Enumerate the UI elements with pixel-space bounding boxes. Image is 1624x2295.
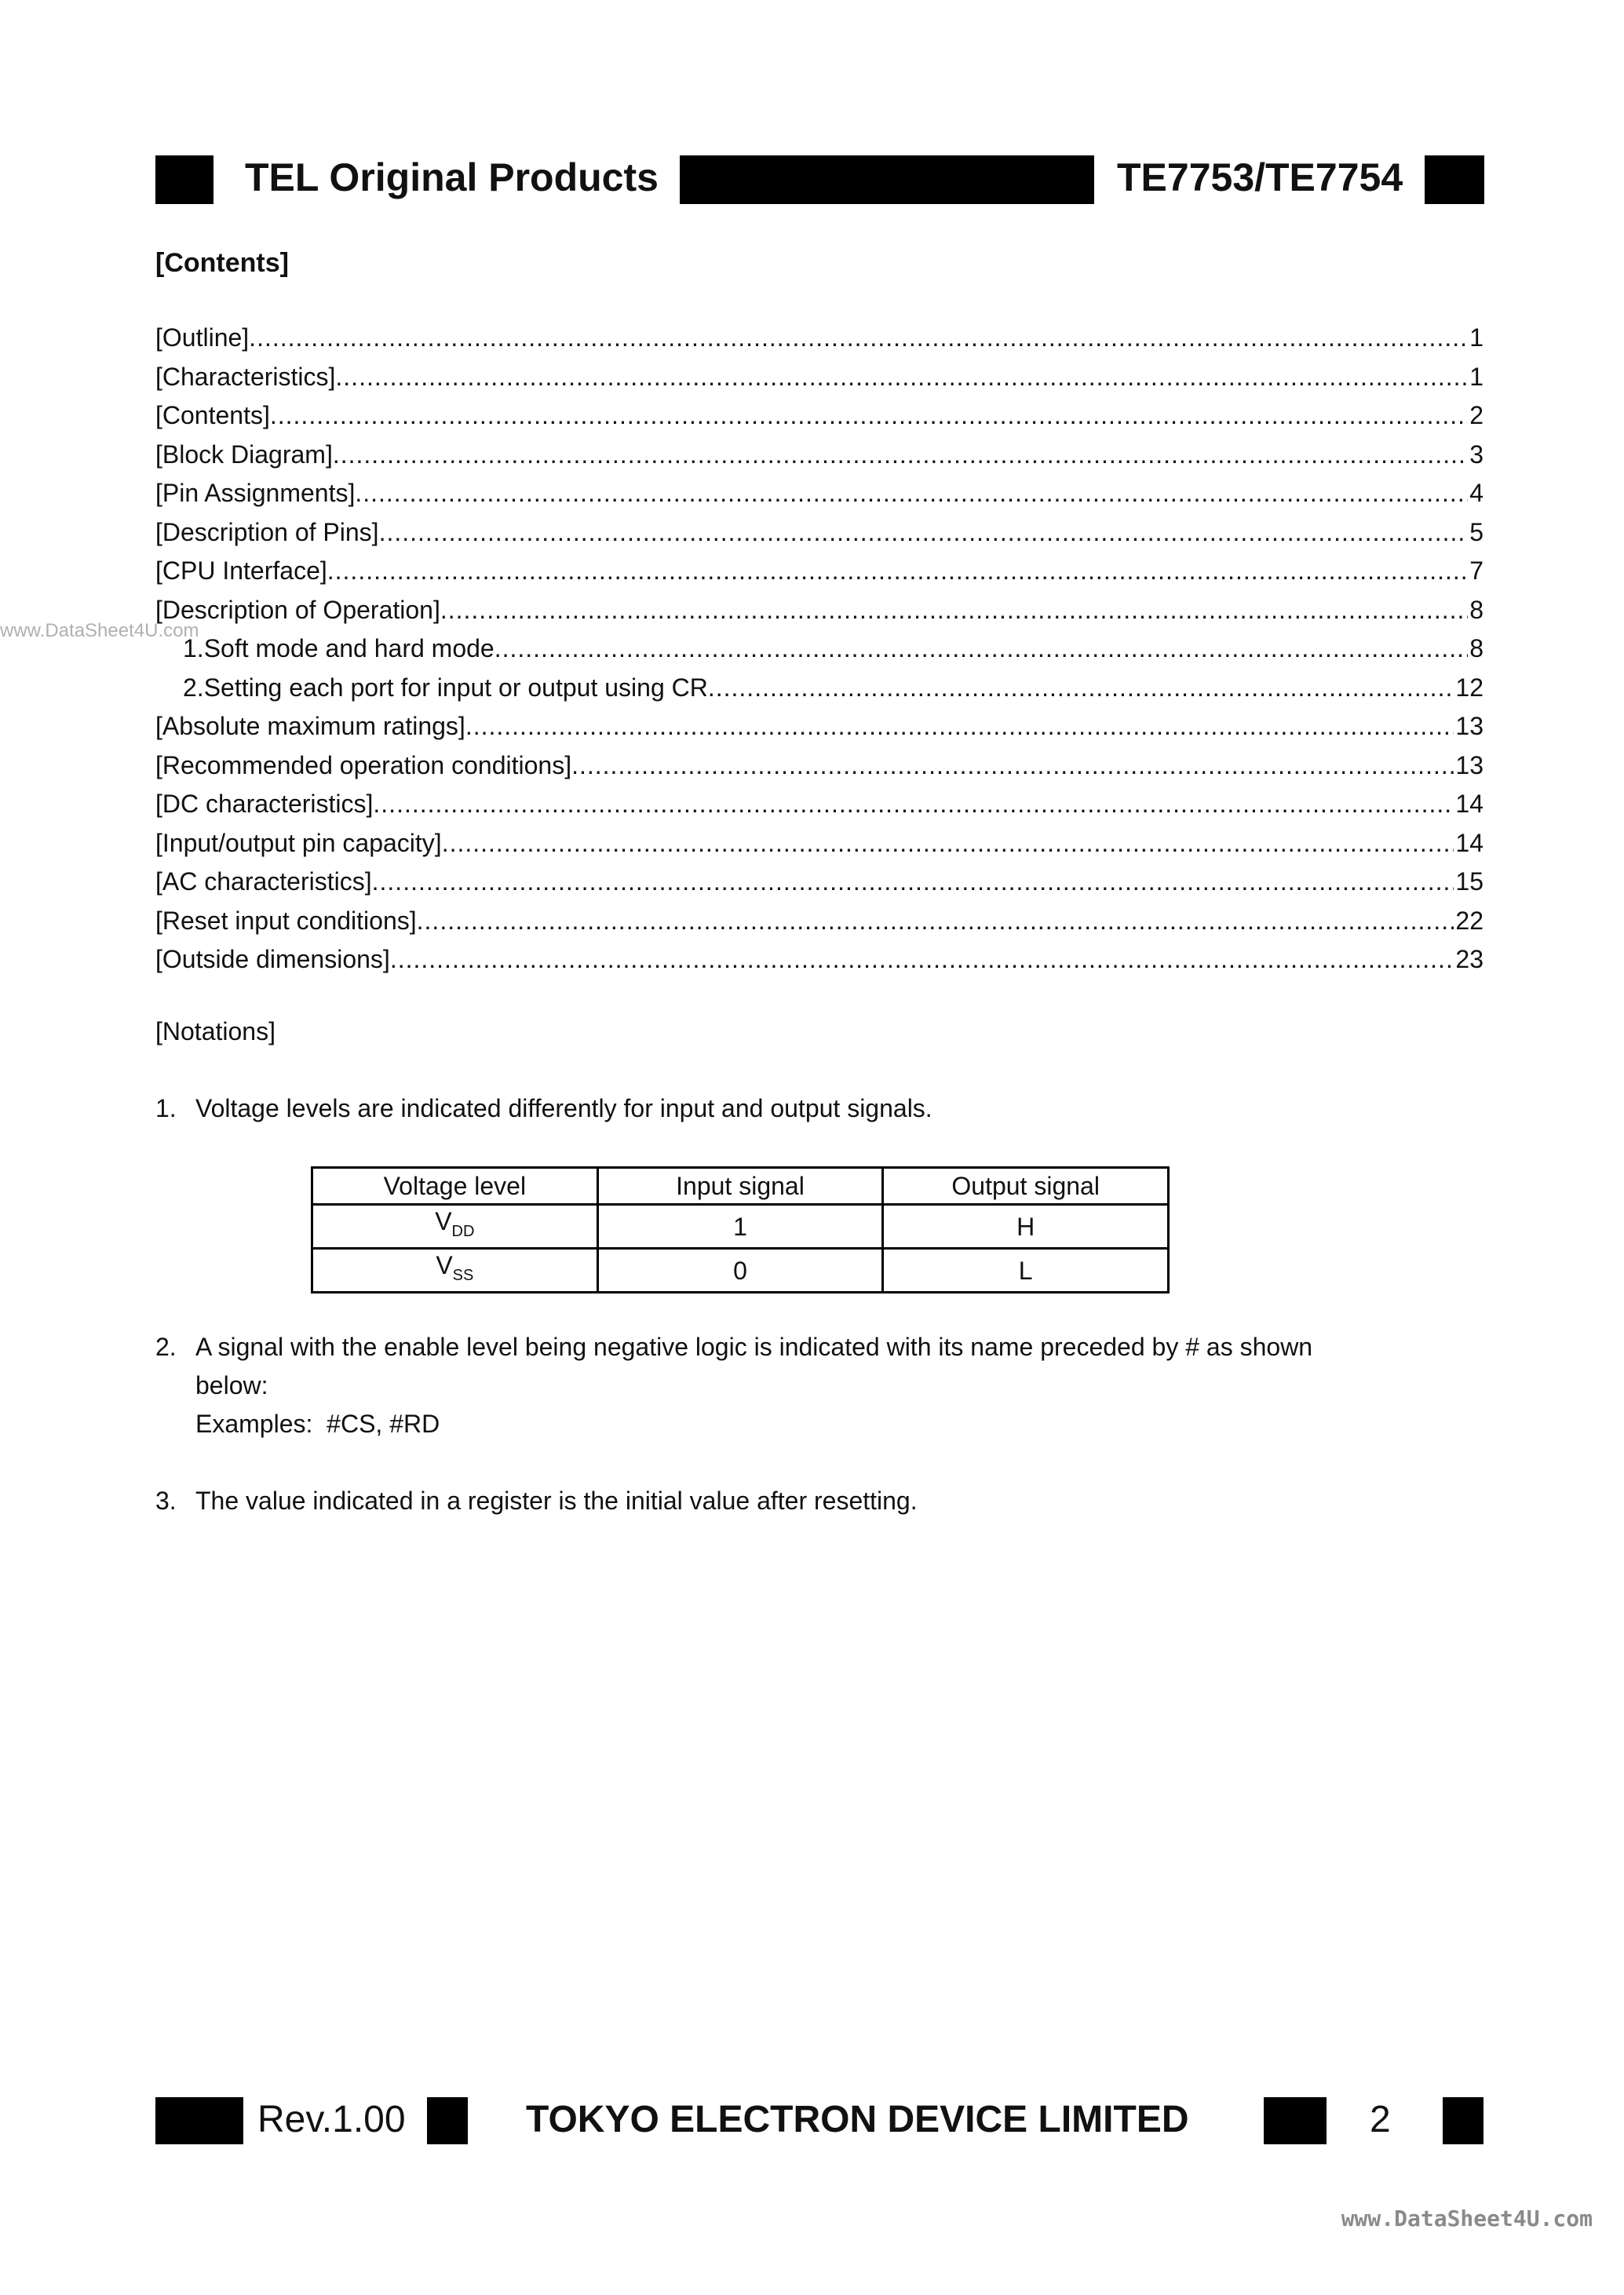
- toc-entry: [155, 672, 1483, 711]
- footer-revision: Rev.1.00: [257, 2099, 406, 2140]
- toc-entry-label: [Reset input conditions]: [155, 906, 417, 935]
- notation-3-number: 3.: [155, 1487, 177, 1515]
- toc-entry: [155, 477, 1483, 516]
- bottom-watermark: www.DataSheet4U.com: [1341, 2206, 1593, 2231]
- toc-entry: [155, 905, 1483, 944]
- toc-entry-page: 8: [1469, 595, 1483, 624]
- toc-entry-page: 2: [1469, 401, 1483, 429]
- toc-entry-page: 12: [1455, 673, 1483, 702]
- voltage-level-table: [311, 1166, 1170, 1293]
- toc-entry-label: [Outside dimensions]: [155, 945, 390, 973]
- input-signal-cell: 0: [597, 1249, 883, 1293]
- toc-entry-number: 1.: [183, 634, 204, 662]
- toc-entry: [155, 827, 1483, 867]
- toc-leader-dots: [249, 322, 1468, 353]
- toc-entry: [155, 866, 1483, 905]
- voltage-symbol: V: [435, 1207, 452, 1235]
- footer-company: TOKYO ELECTRON DEVICE LIMITED: [526, 2099, 1189, 2140]
- toc-leader-dots: [708, 672, 1454, 703]
- footer-block-3: [1264, 2097, 1327, 2144]
- notation-2-examples: Examples: #CS, #RD: [195, 1410, 440, 1438]
- toc-entry: [155, 322, 1483, 361]
- table-header-cell: Voltage level: [312, 1168, 598, 1205]
- toc-entry: [155, 361, 1483, 400]
- toc-entry: [155, 943, 1483, 983]
- toc-entry-page: 22: [1455, 906, 1483, 935]
- notation-2-number: 2.: [155, 1333, 177, 1361]
- header-block-middle: [680, 155, 1094, 204]
- toc-entry-label: Soft mode and hard mode: [203, 634, 494, 662]
- notation-2-line2: below:: [195, 1371, 268, 1399]
- toc-leader-dots: [270, 400, 1468, 431]
- toc-entry-page: 23: [1455, 945, 1483, 973]
- toc-leader-dots: [333, 439, 1468, 470]
- toc-entry-page: 3: [1469, 440, 1483, 469]
- input-signal-cell: 1: [597, 1205, 883, 1249]
- toc-entry: [155, 633, 1483, 672]
- toc-entry-page: 8: [1469, 634, 1483, 662]
- notation-2-line1: A signal with the enable level being negative logic is indicated with its name preceded by # as shown: [195, 1333, 1313, 1361]
- toc-entry-label: [Outline]: [155, 323, 250, 352]
- footer-block-1: [155, 2097, 243, 2144]
- toc-entry-page: 14: [1455, 828, 1483, 857]
- output-signal-cell: L: [883, 1249, 1169, 1293]
- toc-entry: [155, 750, 1483, 789]
- notation-1-text: Voltage levels are indicated differently for input and output signals.: [195, 1094, 932, 1122]
- toc-leader-dots: [335, 361, 1468, 392]
- toc-leader-dots: [440, 594, 1468, 626]
- table-header-cell: Output signal: [883, 1168, 1169, 1205]
- side-watermark: www.DataSheet4U.com: [0, 620, 199, 641]
- toc-leader-dots: [327, 555, 1468, 586]
- footer-page-number: 2: [1370, 2099, 1391, 2140]
- notations-heading: [Notations]: [155, 1017, 276, 1045]
- toc-entry-number: 2.: [183, 673, 204, 702]
- toc-entry: [155, 516, 1483, 556]
- toc-entry: [155, 555, 1483, 594]
- toc-leader-dots: [373, 788, 1454, 819]
- toc-leader-dots: [494, 633, 1469, 664]
- header-left-title: TEL Original Products: [245, 155, 659, 199]
- header-right-title: TE7753/TE7754: [1117, 155, 1403, 199]
- contents-heading: [Contents]: [155, 248, 289, 278]
- toc-entry-page: 15: [1455, 867, 1483, 896]
- toc-leader-dots: [465, 710, 1454, 742]
- voltage-subscript: DD: [451, 1223, 475, 1240]
- header-block-left: [155, 155, 213, 204]
- table-row: [312, 1249, 1169, 1293]
- toc-leader-dots: [571, 750, 1454, 781]
- toc-entry-label: [Description of Pins]: [155, 517, 379, 546]
- toc-entry-page: 13: [1455, 712, 1483, 740]
- toc-entry-label: [Description of Operation]: [155, 595, 440, 624]
- toc-entry-page: 1: [1469, 323, 1483, 352]
- toc-entry-page: 5: [1469, 517, 1483, 546]
- toc-entry-page: 13: [1455, 750, 1483, 779]
- toc-entry-page: 14: [1455, 790, 1483, 818]
- header-block-right: [1425, 155, 1484, 204]
- notation-3-text: The value indicated in a register is the initial value after resetting.: [195, 1487, 918, 1515]
- toc-entry-label: [DC characteristics]: [155, 790, 374, 818]
- toc-entry: [155, 710, 1483, 750]
- toc-entry-label: Setting each port for input or output using CR: [203, 673, 708, 702]
- toc-leader-dots: [390, 943, 1454, 975]
- toc-entry-label: [AC characteristics]: [155, 867, 372, 896]
- notation-1-number: 1.: [155, 1094, 177, 1122]
- voltage-symbol: V: [436, 1251, 453, 1279]
- table-header-cell: Input signal: [597, 1168, 883, 1205]
- toc-entry-label: [Contents]: [155, 401, 270, 429]
- toc-entry: [155, 400, 1483, 439]
- toc-entry-label: [Absolute maximum ratings]: [155, 712, 465, 740]
- table-of-contents: [155, 322, 1483, 983]
- output-signal-cell: H: [883, 1205, 1169, 1249]
- toc-entry-label: [Recommended operation conditions]: [155, 750, 572, 779]
- toc-entry-label: [Characteristics]: [155, 362, 336, 391]
- toc-entry-page: 7: [1469, 556, 1483, 585]
- footer-block-2: [427, 2097, 468, 2144]
- toc-entry-label: [Input/output pin capacity]: [155, 828, 442, 857]
- toc-leader-dots: [372, 866, 1454, 897]
- toc-entry: [155, 594, 1483, 633]
- table-row: [312, 1205, 1169, 1249]
- voltage-level-cell: [312, 1205, 598, 1249]
- toc-entry-label: [CPU Interface]: [155, 556, 327, 585]
- toc-entry-page: 1: [1469, 362, 1483, 391]
- voltage-level-cell: [312, 1249, 598, 1293]
- toc-entry: [155, 439, 1483, 478]
- voltage-subscript: SS: [452, 1267, 474, 1284]
- toc-entry: [155, 788, 1483, 827]
- toc-leader-dots: [379, 516, 1469, 548]
- toc-leader-dots: [355, 477, 1468, 509]
- toc-leader-dots: [442, 827, 1454, 859]
- table-header-row: [312, 1168, 1169, 1205]
- footer-block-4: [1443, 2097, 1483, 2144]
- toc-leader-dots: [417, 905, 1454, 936]
- toc-entry-page: 4: [1469, 479, 1483, 507]
- toc-entry-label: [Pin Assignments]: [155, 479, 356, 507]
- toc-entry-label: [Block Diagram]: [155, 440, 333, 469]
